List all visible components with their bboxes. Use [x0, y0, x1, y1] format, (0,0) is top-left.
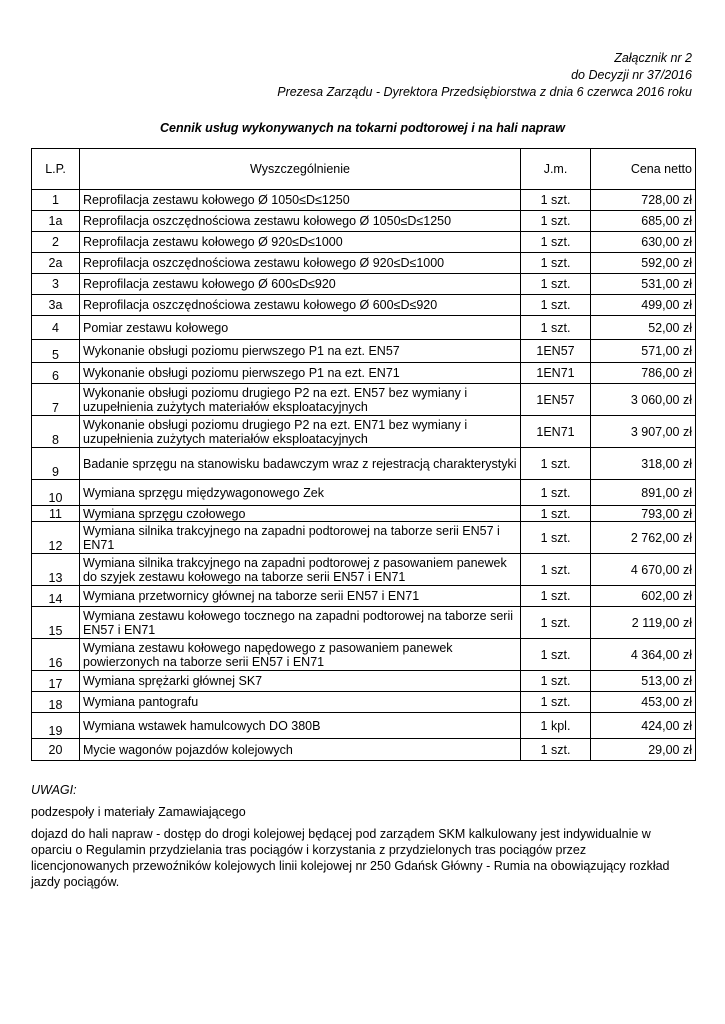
row-description: Badanie sprzęgu na stanowisku badawczym wraz z rejestracją charakterystyki [80, 448, 521, 480]
row-unit: 1 szt. [521, 253, 591, 274]
header-lp: L.P. [32, 149, 80, 190]
price-table-body [32, 190, 696, 761]
row-net-price: 52,00 zł [591, 316, 696, 340]
row-net-price: 3 907,00 zł [591, 416, 696, 448]
row-description: Wymiana silnika trakcyjnego na zapadni podtorowej na taborze serii EN57 i EN71 [80, 522, 521, 554]
row-net-price: 786,00 zł [591, 363, 696, 384]
row-unit: 1 szt. [521, 506, 591, 522]
row-description: Wymiana zestawu kołowego tocznego na zapadni podtorowej na taborze serii EN57 i EN71 [80, 607, 521, 639]
table-row [32, 295, 696, 316]
table-row [32, 607, 696, 639]
row-net-price: 891,00 zł [591, 480, 696, 506]
row-description: Reprofilacja oszczędnościowa zestawu kołowego Ø 920≤D≤1000 [80, 253, 521, 274]
row-net-price: 592,00 zł [591, 253, 696, 274]
row-unit: 1 szt. [521, 554, 591, 586]
table-row [32, 554, 696, 586]
row-description: Wymiana pantografu [80, 692, 521, 713]
row-description: Reprofilacja zestawu kołowego Ø 600≤D≤920 [80, 274, 521, 295]
row-net-price: 531,00 zł [591, 274, 696, 295]
table-row [32, 739, 696, 761]
row-net-price: 4 670,00 zł [591, 554, 696, 586]
row-net-price: 685,00 zł [591, 211, 696, 232]
row-net-price: 424,00 zł [591, 713, 696, 739]
row-net-price: 571,00 zł [591, 340, 696, 363]
row-lp: 11 [32, 506, 80, 522]
row-net-price: 318,00 zł [591, 448, 696, 480]
row-net-price: 499,00 zł [591, 295, 696, 316]
annex-header [277, 50, 692, 101]
note-client-parts: podzespoły i materiały Zamawiającego [31, 805, 246, 819]
row-unit: 1 szt. [521, 448, 591, 480]
header-unit: J.m. [521, 149, 591, 190]
row-lp: 13 [32, 554, 80, 586]
row-description: Wymiana przetwornicy głównej na taborze serii EN57 i EN71 [80, 586, 521, 607]
row-lp: 7 [32, 384, 80, 416]
row-net-price: 29,00 zł [591, 739, 696, 761]
row-description: Mycie wagonów pojazdów kolejowych [80, 739, 521, 761]
row-unit: 1 szt. [521, 607, 591, 639]
table-row [32, 713, 696, 739]
row-unit: 1 szt. [521, 586, 591, 607]
row-lp: 9 [32, 448, 80, 480]
row-lp: 12 [32, 522, 80, 554]
table-header-row [32, 149, 696, 190]
row-unit: 1EN71 [521, 416, 591, 448]
row-net-price: 2 762,00 zł [591, 522, 696, 554]
notes-section [31, 782, 671, 890]
table-row [32, 384, 696, 416]
table-row [32, 340, 696, 363]
row-lp: 8 [32, 416, 80, 448]
row-description: Wykonanie obsługi poziomu drugiego P2 na ezt. EN71 bez wymiany i uzupełnienia zużytych materiałów eksploatacyjnych [80, 416, 521, 448]
row-description: Reprofilacja oszczędnościowa zestawu kołowego Ø 600≤D≤920 [80, 295, 521, 316]
table-row [32, 480, 696, 506]
row-lp: 20 [32, 739, 80, 761]
table-row [32, 639, 696, 671]
row-description: Wykonanie obsługi poziomu pierwszego P1 na ezt. EN57 [80, 340, 521, 363]
row-lp: 16 [32, 639, 80, 671]
row-unit: 1 szt. [521, 232, 591, 253]
row-description: Reprofilacja zestawu kołowego Ø 1050≤D≤1250 [80, 190, 521, 211]
row-description: Wymiana wstawek hamulcowych DO 380B [80, 713, 521, 739]
row-description: Pomiar zestawu kołowego [80, 316, 521, 340]
row-unit: 1 szt. [521, 316, 591, 340]
row-description: Wymiana silnika trakcyjnego na zapadni podtorowej z pasowaniem panewek do szyjek zestawu kołowego na taborze serii EN57 i EN71 [80, 554, 521, 586]
row-net-price: 453,00 zł [591, 692, 696, 713]
header-net-price: Cena netto [591, 149, 696, 190]
row-lp: 2a [32, 253, 80, 274]
row-unit: 1 szt. [521, 295, 591, 316]
table-row [32, 363, 696, 384]
row-unit: 1 szt. [521, 190, 591, 211]
row-lp: 1 [32, 190, 80, 211]
row-unit: 1 kpl. [521, 713, 591, 739]
table-row [32, 506, 696, 522]
row-lp: 15 [32, 607, 80, 639]
row-description: Wymiana sprężarki głównej SK7 [80, 671, 521, 692]
row-net-price: 793,00 zł [591, 506, 696, 522]
row-unit: 1EN71 [521, 363, 591, 384]
issuer-and-date: Prezesa Zarządu - Dyrektora Przedsiębiorstwa z dnia 6 czerwca 2016 roku [277, 85, 692, 99]
annex-number: Załącznik nr 2 [614, 51, 692, 65]
row-net-price: 3 060,00 zł [591, 384, 696, 416]
row-description: Reprofilacja zestawu kołowego Ø 920≤D≤1000 [80, 232, 521, 253]
row-lp: 18 [32, 692, 80, 713]
table-row [32, 232, 696, 253]
row-net-price: 4 364,00 zł [591, 639, 696, 671]
row-lp: 3 [32, 274, 80, 295]
row-unit: 1EN57 [521, 384, 591, 416]
row-lp: 17 [32, 671, 80, 692]
table-row [32, 448, 696, 480]
row-lp: 19 [32, 713, 80, 739]
row-unit: 1 szt. [521, 274, 591, 295]
table-row [32, 190, 696, 211]
table-row [32, 274, 696, 295]
row-description: Wymiana sprzęgu czołowego [80, 506, 521, 522]
row-unit: 1 szt. [521, 671, 591, 692]
row-lp: 1a [32, 211, 80, 232]
notes-heading: UWAGI: [31, 783, 77, 797]
row-lp: 5 [32, 340, 80, 363]
row-lp: 6 [32, 363, 80, 384]
row-description: Wymiana sprzęgu międzywagonowego Zek [80, 480, 521, 506]
table-row [32, 671, 696, 692]
row-description: Wykonanie obsługi poziomu pierwszego P1 na ezt. EN71 [80, 363, 521, 384]
row-net-price: 602,00 zł [591, 586, 696, 607]
row-lp: 2 [32, 232, 80, 253]
row-unit: 1 szt. [521, 480, 591, 506]
table-row [32, 692, 696, 713]
table-row [32, 253, 696, 274]
row-unit: 1 szt. [521, 522, 591, 554]
row-net-price: 728,00 zł [591, 190, 696, 211]
table-row [32, 586, 696, 607]
row-unit: 1 szt. [521, 739, 591, 761]
table-row [32, 522, 696, 554]
row-lp: 4 [32, 316, 80, 340]
decision-reference: do Decyzji nr 37/2016 [571, 68, 692, 82]
row-unit: 1 szt. [521, 692, 591, 713]
row-net-price: 630,00 zł [591, 232, 696, 253]
row-unit: 1EN57 [521, 340, 591, 363]
row-description: Wymiana zestawu kołowego napędowego z pasowaniem panewek powierzonych na taborze serii EN57 i EN71 [80, 639, 521, 671]
price-table [31, 148, 696, 761]
row-unit: 1 szt. [521, 639, 591, 671]
row-unit: 1 szt. [521, 211, 591, 232]
row-description: Wykonanie obsługi poziomu drugiego P2 na ezt. EN57 bez wymiany i uzupełnienia zużytych materiałów eksploatacyjnych [80, 384, 521, 416]
row-net-price: 513,00 zł [591, 671, 696, 692]
header-description: Wyszczególnienie [80, 149, 521, 190]
row-lp: 14 [32, 586, 80, 607]
row-net-price: 2 119,00 zł [591, 607, 696, 639]
note-access: dojazd do hali napraw - dostęp do drogi kolejowej będącej pod zarządem SKM kalkulowany jest indywidualnie w oparciu o Regulamin przydzielania tras pociągów i korzystania z przydzielonych tras pociągów przez licencjonowanych przewoźników kolejowych linii kolejowej nr 250 Gdańsk Główny - Rumia na obowiązujący rozkład jazdy pociągów. [31, 827, 670, 889]
table-row [32, 416, 696, 448]
row-lp: 10 [32, 480, 80, 506]
row-description: Reprofilacja oszczędnościowa zestawu kołowego Ø 1050≤D≤1250 [80, 211, 521, 232]
row-lp: 3a [32, 295, 80, 316]
table-row [32, 316, 696, 340]
table-row [32, 211, 696, 232]
document-title: Cennik usług wykonywanych na tokarni podtorowej i na hali napraw [160, 121, 565, 135]
